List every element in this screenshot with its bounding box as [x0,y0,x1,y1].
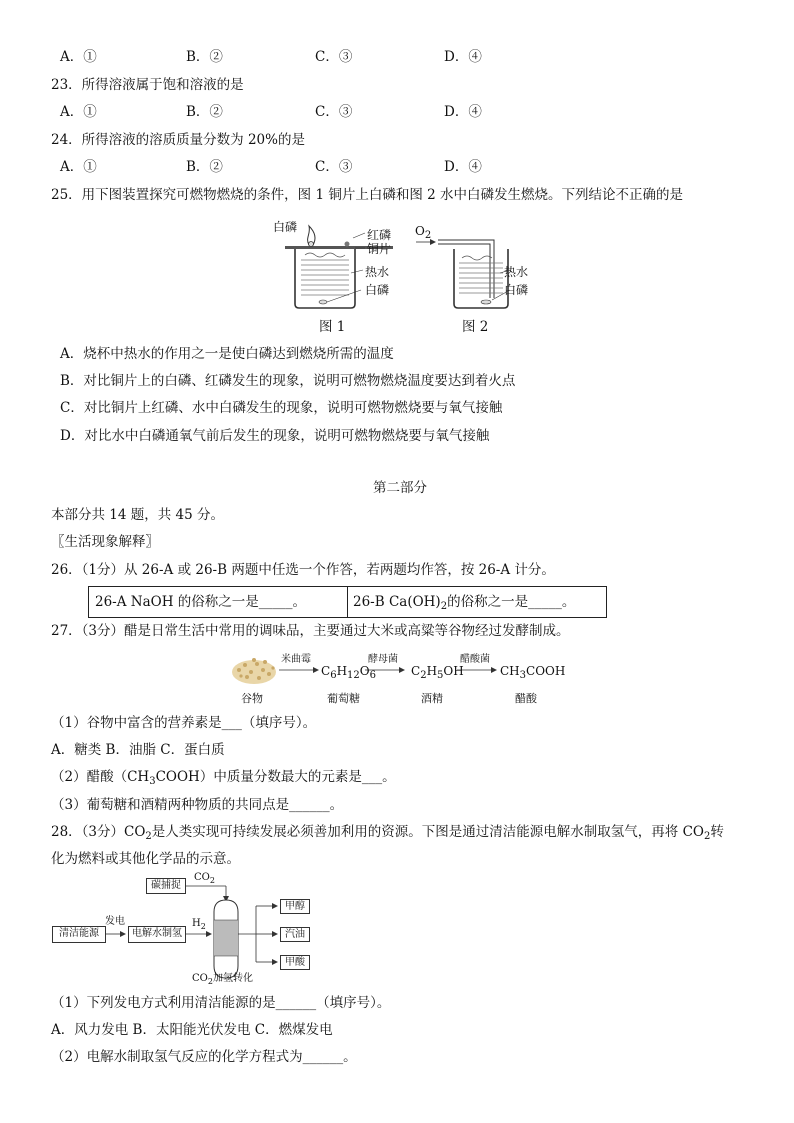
conversion-sub: 2 [207,977,213,986]
q22-option-d: D．④ [444,49,482,65]
q28-part-1: （1）下列发电方式利用清洁能源的是______（填序号）。 [51,995,391,1011]
q27-stem: 27．（3分）醋是日常生活中常用的调味品，主要通过大米或高粱等谷物经过发酵制成。 [51,623,570,639]
q23-option-b: B．② [186,104,223,120]
label-h2 [192,918,206,930]
q28-stem-mid: 是人类实现可持续发展必须善加利用的资源。下图是通过清洁能源电解水制取氢气，再将 CO [151,824,704,840]
q25-option-b: B．对比铜片上的白磷、红磷发生的现象，说明可燃物燃烧温度要达到着火点 [60,373,516,389]
ethanol-h: H [426,664,438,678]
fig2-o2-sub: 2 [424,230,432,241]
ethanol-h-sub: 5 [437,670,444,681]
q25-option-c: C．对比铜片上红磷、水中白磷发生的现象，说明可燃物燃烧要与氧气接触 [60,400,503,416]
fig2-caption: 图 2 [462,319,489,335]
box-methanol: 甲醇 [280,899,310,914]
q26-b-post: 的俗称之一是_____。 [447,594,576,610]
formula-ethanol [411,662,464,680]
q26-b-cell [347,587,575,617]
q25-option-d: D．对比水中白磷通氧气前后发生的现象，说明可燃物燃烧要与氧气接触 [60,428,490,444]
q28-stem-line2: 化为燃料或其他化学品的示意。 [51,851,240,867]
part2-title: 第二部分 [373,480,427,496]
fig1-label-white-p-water: 白磷 [365,283,390,297]
q24-option-d: D．④ [444,159,482,175]
q24-stem: 24．所得溶液的溶质质量分数为 20%的是 [51,132,305,148]
q24-option-a: A．① [60,159,97,175]
fig1-label-red-p: 红磷 [367,228,392,242]
acetic-ch-sub: 3 [519,670,527,681]
box-clean-energy: 清洁能源 [52,926,106,943]
fig2-o2-text: O [415,224,425,238]
ethanol-oh: OH [443,664,464,678]
q23-option-a: A．① [60,104,97,120]
q22-option-c: C．③ [315,49,353,65]
q23-option-d: D．④ [444,104,482,120]
label-co2-input [194,872,215,884]
q27-part-3: （3）葡萄糖和酒精两种物质的共同点是______。 [51,797,344,813]
fig1-label-white-p: 白磷 [273,220,298,234]
box-electrolysis: 电解水制氢 [128,926,186,943]
flow-name-grain: 谷物 [241,692,263,705]
q25-option-a: A．烧杯中热水的作用之一是使白磷达到燃烧所需的温度 [60,346,394,362]
glucose-o-sub: 6 [369,670,376,681]
ethanol-c-sub: 2 [420,670,427,681]
q26-table [88,586,607,618]
glucose-o: O [359,664,370,678]
q27-part-1-options: A．糖类 B．油脂 C．蛋白质 [51,742,225,758]
q27-part-2 [51,768,396,786]
q24-option-b: B．② [186,159,223,175]
q26-stem: 26．（1分）从 26-A 或 26-B 两题中任选一个作答，若两题均作答，按 26-A 计分。 [51,562,555,578]
box-formic-acid: 甲酸 [280,955,310,970]
fig2-label-o2 [415,222,431,240]
q28-part-1-options: A．风力发电 B．太阳能光伏发电 C．燃煤发电 [51,1022,333,1038]
flow-label-acetobacter: 醋酸菌 [460,654,490,665]
label-co2-hydrogenation [192,973,253,985]
q25-stem: 25．用下图装置探究可燃物燃烧的条件，图 1 铜片上白磷和图 2 水中白磷发生燃烧。下列结论不正确的是 [51,187,684,203]
q28-stem-sub2: 2 [703,831,711,842]
ethanol-c: C [411,664,421,678]
flow-label-aspergillus: 米曲霉 [281,654,311,665]
fig2-label-hot-water: 热水 [504,265,529,279]
glucose-c-sub: 6 [330,670,337,681]
fig1-label-copper: 铜片 [367,242,392,256]
flow-name-acetic: 醋酸 [515,692,537,705]
flow-label-yeast: 酵母菌 [368,654,398,665]
q27-p2-sub: 3 [149,776,156,787]
formula-glucose [321,662,376,680]
q28-stem-post: 转 [710,824,724,840]
formula-acetic-acid [500,662,565,680]
h2-text: H [192,918,201,929]
q22-option-b: B．② [186,49,223,65]
box-carbon-capture: 碳捕捉 [146,878,186,894]
q26-b-sub: 2 [440,601,448,612]
glucose-c: C [321,664,331,678]
flow-name-alcohol: 酒精 [421,692,443,705]
q28-stem-sub: 2 [145,831,152,842]
flow-name-glucose: 葡萄糖 [327,692,360,705]
q27-p2-post: COOH）中质量分数最大的元素是___。 [155,769,396,785]
q27-flow-diagram [225,650,565,710]
h2-sub: 2 [200,922,206,931]
fig1-label-hot-water: 热水 [365,265,390,279]
q27-part-1: （1）谷物中富含的营养素是___（填序号）。 [51,715,317,731]
q28-part-2: （2）电解水制取氢气反应的化学方程式为______。 [51,1049,357,1065]
glucose-h-sub: 12 [347,670,360,681]
label-generate-power: 发电 [105,916,125,927]
q28-process-diagram [50,872,330,990]
fig1-caption: 图 1 [319,319,346,335]
beaker-fig2-drawing [412,218,552,318]
q23-option-c: C．③ [315,104,353,120]
conversion-post: 加氢转化 [212,973,253,984]
co2-input-text: CO [194,872,210,883]
q24-option-c: C．③ [315,159,353,175]
q23-stem: 23．所得溶液属于饱和溶液的是 [51,77,244,93]
fig2-label-white-p: 白磷 [504,283,529,297]
part2-intro: 本部分共 14 题，共 45 分。 [51,507,225,523]
q28-stem [51,823,724,841]
conversion-co-text: CO [192,973,208,984]
acetic-ch: CH [500,664,520,678]
q26-b-pre: 26-B Ca(OH) [353,594,441,610]
box-gasoline: 汽油 [280,927,310,942]
glucose-h: H [336,664,348,678]
co2-input-sub: 2 [209,876,215,885]
q27-p2-pre: （2）醋酸（CH [51,769,150,785]
q22-option-a: A．① [60,49,97,65]
q25-figure-1 [265,218,405,340]
acetic-cooh: COOH [526,664,566,678]
section-heading: 〖生活现象解释〗 [51,534,159,550]
q25-figure-2 [412,218,552,340]
q26-a-cell: 26-A NaOH 的俗称之一是_____。 [95,594,307,610]
q28-stem-pre: 28．（3分）CO [51,824,146,840]
